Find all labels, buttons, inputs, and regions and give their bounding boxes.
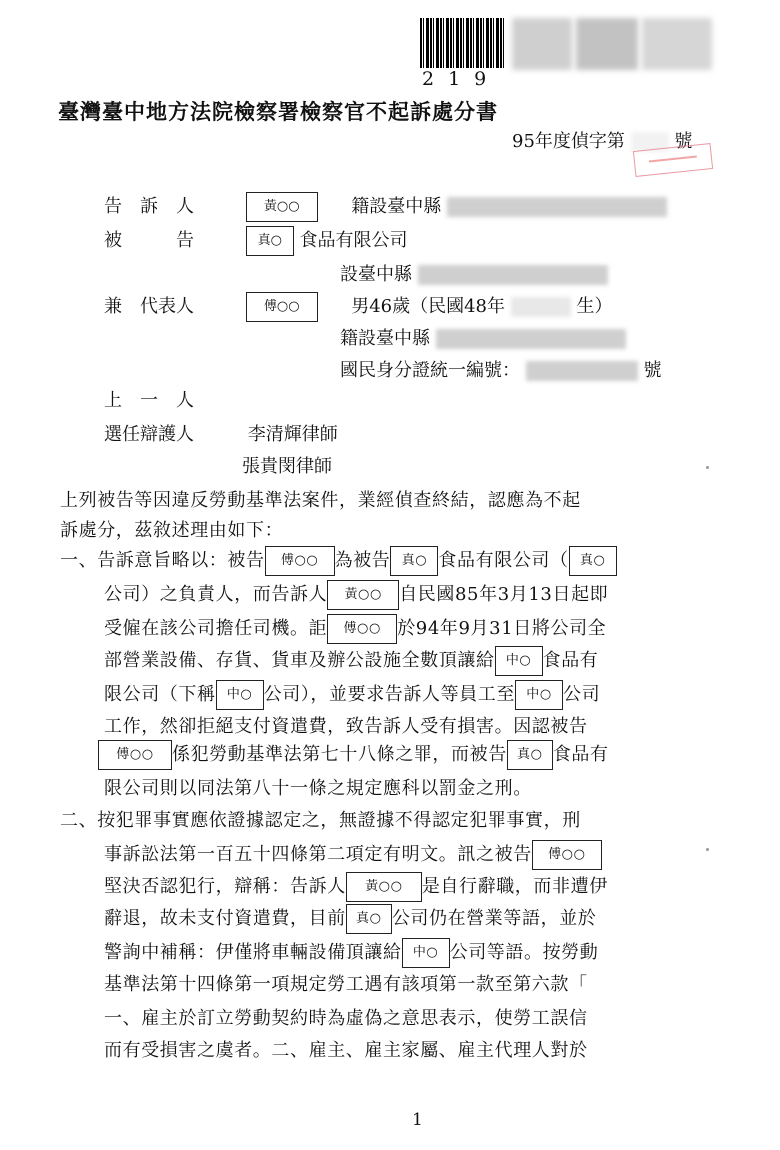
redaction-block xyxy=(642,18,712,70)
redaction-block xyxy=(526,361,638,381)
representative-label: 兼 代表人 xyxy=(104,296,194,317)
text-fragment: 堅決否認犯行，辯稱：告訴人 xyxy=(104,876,346,897)
name-box-zhen: 真○ xyxy=(346,904,392,934)
representative-address: 籍設臺中縣 xyxy=(340,328,430,349)
paragraph-2-line-8: 而有受損害之虞者。二、雇主、雇主家屬、雇主代理人對於 xyxy=(104,1040,588,1061)
name-box-fu: 傅○○ xyxy=(327,614,397,644)
barcode xyxy=(420,18,720,72)
intro-line-2: 訴處分，茲敘述理由如下： xyxy=(60,520,284,541)
text-fragment: 限公司（下稱 xyxy=(104,684,216,705)
defendant-address: 設臺中縣 xyxy=(340,264,412,285)
text-fragment: 警詢中補稱：伊僅將車輛設備頂讓給 xyxy=(104,942,402,963)
name-box-zhen: 真○ xyxy=(507,740,553,770)
representative-birth: 生） xyxy=(576,296,613,317)
defendant-address-row xyxy=(340,260,608,286)
text-fragment: 於94年9月31日將公司全 xyxy=(397,618,607,639)
redaction-block xyxy=(576,18,638,70)
barcode-number: 219 xyxy=(422,68,501,90)
text-fragment: 受僱在該公司擔任司機。詎 xyxy=(104,618,328,639)
name-box-huang: 黃○○ xyxy=(346,872,422,902)
redaction-block xyxy=(511,297,571,317)
complainant-label: 告 訴 人 xyxy=(104,196,194,217)
complainant-address: 籍設臺中縣 xyxy=(351,196,442,217)
text-fragment: 是自行辭職，而非遭伊 xyxy=(421,876,608,897)
counsel-name-1: 李清輝律師 xyxy=(247,424,338,445)
representative-row xyxy=(104,292,612,322)
paragraph-1-line-8: 限公司則以同法第八十一條之規定應科以罰金之刑。 xyxy=(104,778,532,799)
text-fragment: 食品有限公司（ xyxy=(438,550,569,571)
paragraph-1-line-7 xyxy=(98,740,609,770)
paragraph-2-line-6: 基準法第十四條第一項規定勞工遇有該項第一款至第六款「 xyxy=(104,974,588,995)
paragraph-1-line-2 xyxy=(104,580,608,610)
paragraph-1-line-4 xyxy=(104,646,598,676)
text-fragment: 事訴訟法第一百五十四條第二項定有明文。訊之被告 xyxy=(104,844,532,865)
text-fragment: 公司）之負責人，而告訴人 xyxy=(104,584,328,605)
defendant-label: 被 告 xyxy=(104,230,194,251)
name-box-zhong: 中○ xyxy=(495,646,543,676)
name-box-zhong: 中○ xyxy=(402,938,450,968)
text-fragment: 係犯勞動基準法第七十八條之罪，而被告 xyxy=(172,744,507,765)
name-box-zhong: 中○ xyxy=(216,680,264,710)
representative-id-label: 國民身分證統一編號： xyxy=(340,360,520,381)
barcode-bars xyxy=(420,18,506,68)
paragraph-1-line-5 xyxy=(104,680,600,710)
paragraph-2-line-1: 二、按犯罪事實應依證據認定之，無證據不得認定犯罪事實，刑 xyxy=(60,810,581,831)
text-fragment: 食品有 xyxy=(542,650,599,671)
paragraph-2-line-3 xyxy=(104,872,608,902)
paragraph-2-line-5 xyxy=(104,938,598,968)
page-number: 1 xyxy=(412,1110,423,1130)
redaction-block xyxy=(447,197,667,217)
paragraph-2-line-2 xyxy=(104,840,602,870)
name-box-fu: 傅○○ xyxy=(532,840,602,870)
name-box-fu: 傅○○ xyxy=(98,740,172,770)
text-fragment: 辭退，故未支付資遣費，目前 xyxy=(104,908,346,929)
document-title: 臺灣臺中地方法院檢察署檢察官不起訴處分書 xyxy=(58,99,498,124)
defendant-name-box: 真○ xyxy=(246,226,294,256)
name-box-fu: 傅○○ xyxy=(265,546,335,576)
text-fragment: 食品有 xyxy=(552,744,609,765)
name-box-huang: 黃○○ xyxy=(327,580,399,610)
case-number-suffix: 號 xyxy=(674,131,693,152)
text-fragment: 自民國85年3月13日起即 xyxy=(399,584,609,605)
representative-id-row xyxy=(340,356,661,382)
representative-name-box: 傅○○ xyxy=(246,292,318,322)
speck xyxy=(706,466,709,469)
name-box-zhong: 中○ xyxy=(515,680,563,710)
counsel-label: 選任辯護人 xyxy=(104,424,194,445)
name-box-zhen: 真○ xyxy=(569,546,617,576)
intro-line-1: 上列被告等因違反勞動基準法案件，業經偵查終結，認應為不起 xyxy=(60,490,581,511)
text-fragment: 公司等語。按勞動 xyxy=(449,942,599,963)
speck xyxy=(706,848,709,851)
defendant-row xyxy=(104,226,407,256)
text-fragment: 部營業設備、存貨、貨車及辦公設施全數頂讓給 xyxy=(104,650,495,671)
redaction-block xyxy=(512,18,572,70)
representative-id-suffix: 號 xyxy=(643,360,662,381)
complainant-row xyxy=(104,192,667,222)
defendant-company: 食品有限公司 xyxy=(299,230,408,251)
complainant-name-box: 黃○○ xyxy=(246,192,318,222)
text-fragment: 公司），並要求告訴人等員工至 xyxy=(263,684,516,705)
paragraph-2-line-7: 一、雇主於訂立勞動契約時為虛偽之意思表示，使勞工誤信 xyxy=(104,1008,588,1029)
counsel-name-2: 張貴閔律師 xyxy=(242,456,332,477)
text-fragment: 公司仍在營業等語，並於 xyxy=(391,908,597,929)
paragraph-2-line-4 xyxy=(104,904,596,934)
paragraph-1-line-1 xyxy=(60,546,617,576)
counsel-row xyxy=(104,420,338,446)
representative-age: 男46歲（民國48年 xyxy=(351,296,506,317)
redaction-block xyxy=(436,329,626,349)
text-fragment: 為被告 xyxy=(334,550,391,571)
same-above-row: 上 一 人 xyxy=(104,390,194,411)
redaction-block xyxy=(418,265,608,285)
text-fragment: 公司 xyxy=(563,684,601,705)
text-fragment: 一、告訴意旨略以：被告 xyxy=(60,550,265,571)
name-box-zhen: 真○ xyxy=(390,546,438,576)
representative-address-row xyxy=(340,324,626,350)
case-number-prefix: 95年度偵字第 xyxy=(512,131,625,152)
paragraph-1-line-6: 工作，然卻拒絕支付資遣費，致告訴人受有損害。因認被告 xyxy=(104,716,588,737)
paragraph-1-line-3 xyxy=(104,614,606,644)
